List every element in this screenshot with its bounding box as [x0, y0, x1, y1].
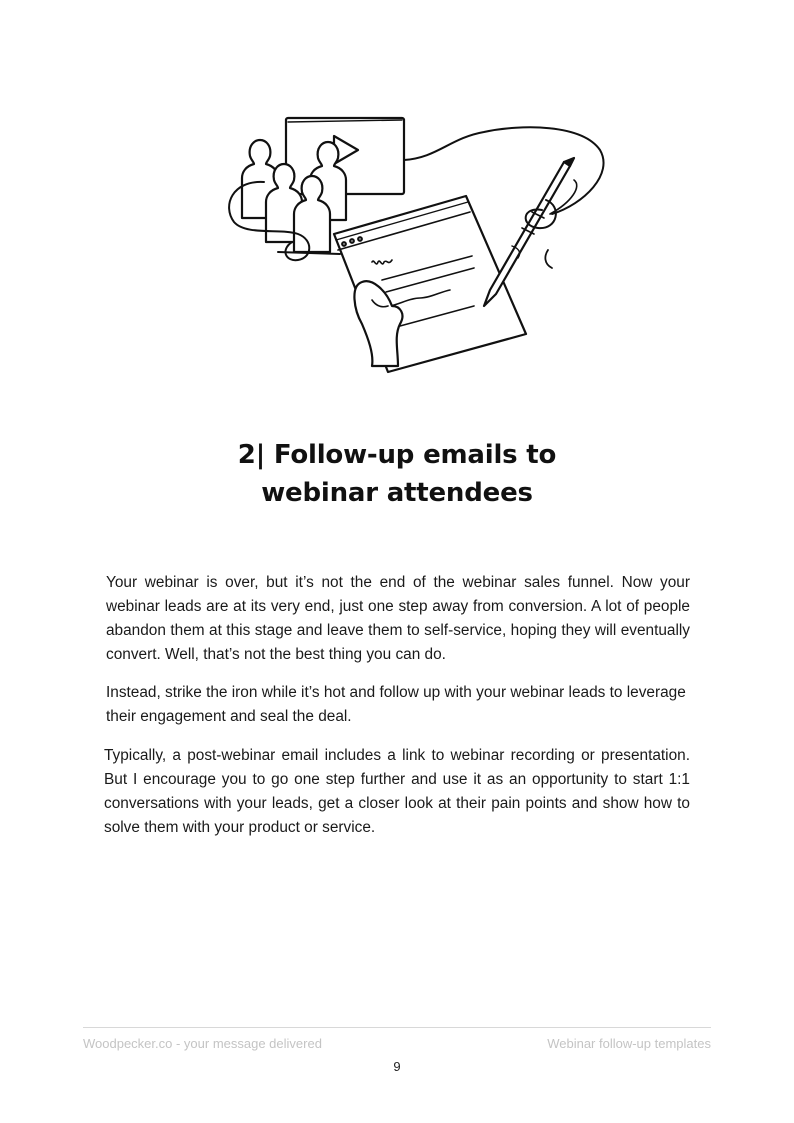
footer-left-text: Woodpecker.co - your message delivered [83, 1036, 322, 1051]
body-paragraph-1: Your webinar is over, but it’s not the end of the webinar sales funnel. Now your webinar leads are at its very end, just one step away from conversion. A lot of people abandon them at this stage and leave them to self-service, hoping they will eventually convert. Well, that’s not the best thing you can do. [106, 574, 690, 663]
footer-divider [83, 1027, 711, 1028]
section-heading [0, 436, 794, 512]
body-paragraph-2: Instead, strike the iron while it’s hot and follow up with your webinar leads to leverage their engagement and seal the deal. [106, 684, 686, 725]
page-number: 9 [393, 1059, 401, 1074]
footer-right-text: Webinar follow-up templates [547, 1036, 711, 1051]
webinar-email-illustration [222, 110, 618, 375]
pen-icon [484, 158, 574, 306]
heading-line-1: 2| Follow-up emails to [237, 440, 557, 470]
body-paragraph-3: Typically, a post-webinar email includes a link to webinar recording or presentation. But I encourage you to go one step further and use it as an opportunity to start 1:1 conversations with your leads, get a closer look at their pain points and show how to solve them with your product or service. [104, 747, 690, 836]
heading-line-2: webinar attendees [261, 478, 533, 508]
